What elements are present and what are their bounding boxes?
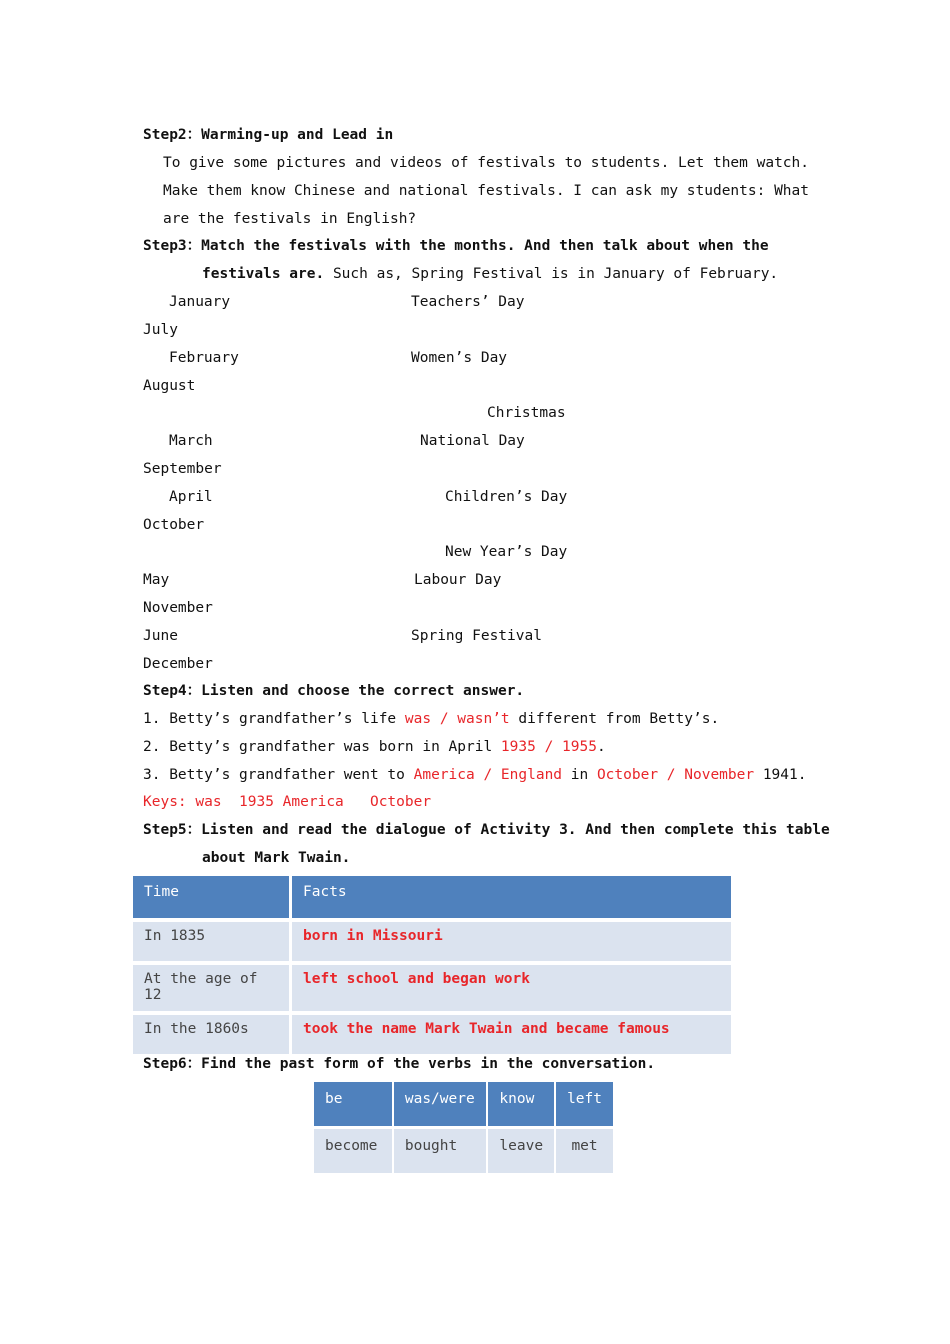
q2-options: 1935 / 1955 xyxy=(500,739,597,755)
table-row xyxy=(133,965,731,1015)
month-january: January xyxy=(169,294,231,310)
verb-cell: bought xyxy=(394,1129,489,1176)
festival-womens-day: Women’s Day xyxy=(411,350,508,366)
festival-childrens-day: Children’s Day xyxy=(445,489,568,505)
step4-question-3 xyxy=(143,765,806,785)
month-june: June xyxy=(143,628,178,644)
step5-heading: Step5：Listen and read the dialogue of Activity 3. And then complete this table xyxy=(143,822,830,838)
verb-cell: leave xyxy=(488,1129,556,1176)
verb-row-1 xyxy=(314,1082,613,1129)
verb-cell: left xyxy=(556,1082,613,1129)
step6-heading: Step6：Find the past form of the verbs in the conversation. xyxy=(143,1056,656,1072)
step2-line-1: To give some pictures and videos of festivals to students. Let them watch. xyxy=(163,155,810,171)
q3-text-mid: in xyxy=(562,767,597,783)
festival-christmas: Christmas xyxy=(487,405,566,421)
header-time: Time xyxy=(133,876,292,922)
festival-spring-festival: Spring Festival xyxy=(411,628,542,644)
step4-question-1 xyxy=(143,709,719,729)
q3-options-1: America / England xyxy=(413,767,563,783)
fact-cell: born in Missouri xyxy=(292,922,731,965)
fact-cell: left school and began work xyxy=(292,965,731,1015)
festival-national-day: National Day xyxy=(420,433,525,449)
table-row xyxy=(133,1015,731,1058)
step5-heading-cont: about Mark Twain. xyxy=(202,850,351,866)
month-september: September xyxy=(143,461,222,477)
month-november: November xyxy=(143,600,213,616)
time-cell: In 1835 xyxy=(133,922,292,965)
step2-heading: Step2：Warming-up and Lead in xyxy=(143,127,394,143)
verb-row-2 xyxy=(314,1129,613,1176)
festival-labour-day: Labour Day xyxy=(414,572,502,588)
month-may: May xyxy=(143,572,170,588)
verb-cell: become xyxy=(314,1129,394,1176)
q1-text: 1. Betty’s grandfather’s life xyxy=(143,711,405,727)
month-march: March xyxy=(169,433,213,449)
fact-cell: took the name Mark Twain and became famous xyxy=(292,1015,731,1058)
time-cell: In the 1860s xyxy=(133,1015,292,1058)
month-october: October xyxy=(143,517,205,533)
step2-line-2: Make them know Chinese and national festivals. I can ask my students: What xyxy=(163,183,810,199)
verb-cell: be xyxy=(314,1082,394,1129)
step3-heading: Step3：Match the festivals with the months. And then talk about when the xyxy=(143,238,769,254)
step3-heading-2: festivals are. xyxy=(202,266,325,282)
month-december: December xyxy=(143,656,213,672)
month-august: August xyxy=(143,378,196,394)
table-header-row xyxy=(133,876,731,922)
step4-question-2 xyxy=(143,737,606,757)
q3-options-2: October / November xyxy=(596,767,755,783)
mark-twain-table xyxy=(133,876,731,1058)
step3-example: Such as, Spring Festival is in January of February. xyxy=(324,266,779,282)
step2-line-3: are the festivals in English? xyxy=(163,211,417,227)
q1-options: was / wasn’t xyxy=(404,711,510,727)
month-april: April xyxy=(169,489,213,505)
step3-heading-cont xyxy=(202,264,778,284)
q2-text-end: . xyxy=(596,739,606,755)
verb-cell: was/were xyxy=(394,1082,489,1129)
verb-cell: know xyxy=(488,1082,556,1129)
festival-teachers-day: Teachers’ Day xyxy=(411,294,525,310)
q3-text-end: 1941. xyxy=(754,767,807,783)
festival-new-years-day: New Year’s Day xyxy=(445,544,568,560)
verb-cell: met xyxy=(556,1129,613,1176)
step4-heading: Step4：Listen and choose the correct answer. xyxy=(143,683,525,699)
q3-text: 3. Betty’s grandfather went to xyxy=(143,767,414,783)
header-facts: Facts xyxy=(292,876,731,922)
q2-text: 2. Betty’s grandfather was born in April xyxy=(143,739,501,755)
step4-keys: Keys: was 1935 America October xyxy=(143,794,432,810)
time-cell: At the age of 12 xyxy=(133,965,292,1015)
month-july: July xyxy=(143,322,178,338)
verb-table xyxy=(314,1082,613,1176)
table-row xyxy=(133,922,731,965)
month-february: February xyxy=(169,350,239,366)
q1-text-end: different from Betty’s. xyxy=(509,711,720,727)
